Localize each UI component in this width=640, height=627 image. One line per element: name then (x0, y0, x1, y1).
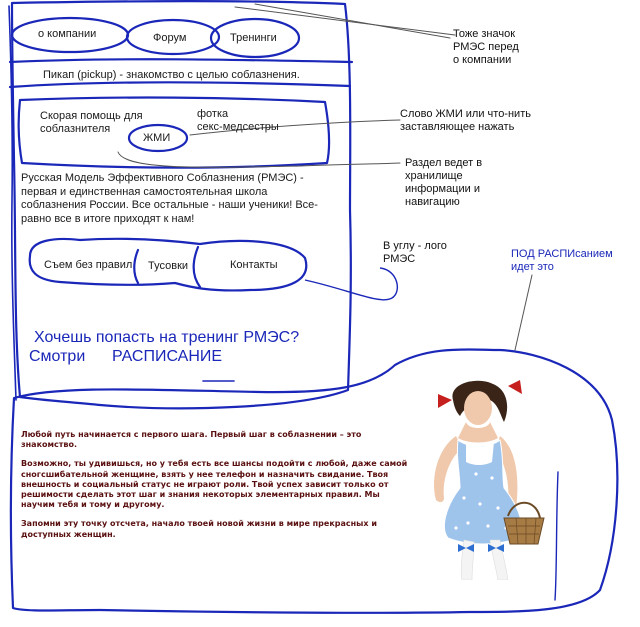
note-jmi-line-2: заставляющее нажать (400, 121, 515, 133)
promo-look: Смотри (29, 348, 86, 365)
note-corner-line-1: В углу - лого (383, 240, 447, 252)
content-paragraph-1: Любой путь начинается с первого шага. Первый шаг в соблазнении – это знакомство. (21, 430, 362, 450)
note-logo-line-3: о компании (453, 54, 512, 66)
note-logo-line-2: РМЭС перед (453, 41, 519, 53)
nav-forum[interactable]: Форум (153, 32, 187, 44)
photo-apron (466, 442, 494, 465)
note-section-line-2: хранилище (405, 170, 463, 182)
intro-text: Русская Модель Эффективного Соблазнения (РМЭС) - первая и единственная самостоятельная школа соблазнения России. Все остальные - наши ученики! Все-равно все в итоге приходят к нам! (21, 172, 318, 225)
site-subtitle: Пикап (pickup) - знакомство с целью соблазнения. (43, 69, 300, 81)
photo-label-line-2: секс-медсестры (197, 121, 279, 133)
note-section-line-1: Раздел ведет в (405, 157, 483, 169)
schedule-link[interactable]: РАСПИСАНИЕ (112, 348, 223, 365)
photo-label-line-1: фотка (197, 108, 229, 120)
link-contacts[interactable]: Контакты (230, 259, 278, 271)
note-section-line-4: навигацию (405, 196, 460, 208)
photo-face (464, 391, 492, 425)
jmi-button[interactable]: ЖМИ (143, 132, 171, 144)
note-section-line-3: информации и (405, 183, 480, 195)
note-corner-line-2: РМЭС (383, 253, 416, 265)
promo-line: Хочешь попасть на тренинг РМЭС? (34, 329, 300, 346)
links-sep-1 (134, 250, 138, 283)
photo-bow-left (438, 394, 452, 408)
photo-basket (504, 518, 544, 544)
content-body (21, 430, 416, 549)
first-aid-line-2: соблазнителя (40, 123, 111, 135)
note-jmi-line-1: Слово ЖМИ или что-нить (400, 108, 531, 120)
note-schedule-line-2: идет это (511, 261, 554, 273)
note-logo-line-1: Тоже значок (453, 28, 516, 40)
nav-about[interactable]: о компании (38, 28, 97, 40)
link-parties[interactable]: Тусовки (148, 260, 189, 272)
nurse-photo (408, 378, 558, 580)
pointer-section (118, 152, 400, 167)
photo-chest (458, 422, 498, 443)
pointer-logo-1 (255, 4, 450, 38)
links-sep-2 (194, 247, 200, 287)
header-line-1 (10, 59, 352, 62)
photo-leg-right (490, 540, 508, 580)
photo-bow-right (508, 380, 522, 394)
pointer-schedule (515, 275, 532, 350)
nav-trainings[interactable]: Тренинги (230, 32, 277, 44)
note-schedule-line-1: ПОД РАСПИсанием (511, 248, 613, 260)
first-aid-line-1: Скорая помощь для (40, 110, 143, 122)
content-paragraph-2: Возможно, ты удивишься, но у тебя есть все шансы подойти с любой, даже самой сногсшибательной женщине, взять у нее телефон и назначить свидание. Твоя внешность и социальный статус не играют роли. Твой успех зависит только от решимости сделать этот шаг и знания некоторых элементарных правил. Мы научим тебя и тому и другому. (21, 459, 408, 510)
content-paragraph-3: Запомни эту точку отсчета, начало твоей новой жизни в мире прекрасных и доступных женщин. (21, 519, 377, 539)
link-shooting[interactable]: Съем без правил (44, 259, 133, 271)
header-line-2 (10, 82, 350, 87)
